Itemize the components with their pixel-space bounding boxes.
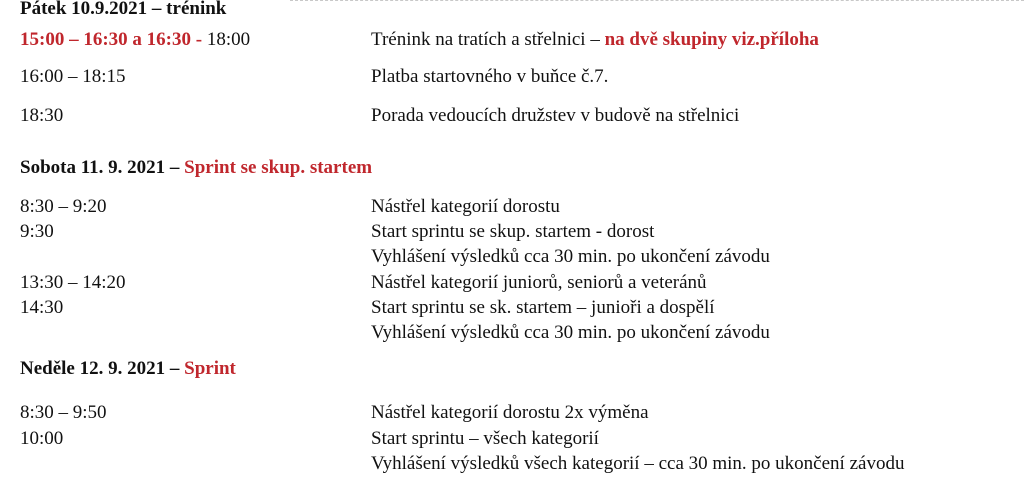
friday-row-2-desc: Platba startovného v buňce č.7. xyxy=(371,66,609,87)
friday-row-1-time xyxy=(20,29,250,51)
friday-row-3-desc: Porada vedoucích družstev v budově na střelnici xyxy=(371,105,740,126)
saturday-row-4-time: 13:30 – 14:20 xyxy=(20,272,126,293)
friday-heading: Pátek 10.9.2021 – trénink xyxy=(20,0,227,19)
sunday-row-1-time: 8:30 – 9:50 xyxy=(20,402,107,423)
friday-row-1-desc xyxy=(371,29,819,51)
friday-row-1-time-red: 15:00 – 16:30 a 16:30 - xyxy=(20,29,203,50)
saturday-row-2-desc: Start sprintu se skup. startem - dorost xyxy=(371,221,655,242)
friday-row-1-time-rest: 18:00 xyxy=(202,29,251,50)
sunday-heading-event: Sprint xyxy=(184,358,236,379)
sunday-heading xyxy=(20,358,236,380)
saturday-heading xyxy=(20,157,372,179)
friday-row-1-desc-text: Trénink na tratích a střelnici – xyxy=(371,29,605,50)
saturday-heading-date: Sobota 11. 9. 2021 – xyxy=(20,157,185,178)
saturday-row-3-desc: Vyhlášení výsledků cca 30 min. po ukončení závodu xyxy=(371,246,770,267)
sunday-row-2-time: 10:00 xyxy=(20,428,64,449)
saturday-row-2-time: 9:30 xyxy=(20,221,54,242)
saturday-heading-event: Sprint se skup. startem xyxy=(184,157,373,178)
saturday-row-1-desc: Nástřel kategorií dorostu xyxy=(371,196,560,217)
top-divider xyxy=(290,0,1024,2)
sunday-heading-date: Neděle 12. 9. 2021 – xyxy=(20,358,185,379)
sunday-row-2-desc: Start sprintu – všech kategorií xyxy=(371,428,599,449)
saturday-row-5-time: 14:30 xyxy=(20,297,64,318)
friday-row-3-time: 18:30 xyxy=(20,105,64,126)
sunday-row-1-desc: Nástřel kategorií dorostu 2x výměna xyxy=(371,402,649,423)
saturday-row-4-desc: Nástřel kategorií juniorů, seniorů a veteránů xyxy=(371,272,707,293)
sunday-row-3-desc: Vyhlášení výsledků všech kategorií – cca 30 min. po ukončení závodu xyxy=(371,453,905,474)
saturday-row-6-desc: Vyhlášení výsledků cca 30 min. po ukončení závodu xyxy=(371,322,770,343)
friday-row-2-time: 16:00 – 18:15 xyxy=(20,66,126,87)
saturday-row-1-time: 8:30 – 9:20 xyxy=(20,196,107,217)
saturday-row-5-desc: Start sprintu se sk. startem – junioři a dospělí xyxy=(371,297,715,318)
friday-row-1-desc-red: na dvě skupiny viz.příloha xyxy=(604,29,819,50)
